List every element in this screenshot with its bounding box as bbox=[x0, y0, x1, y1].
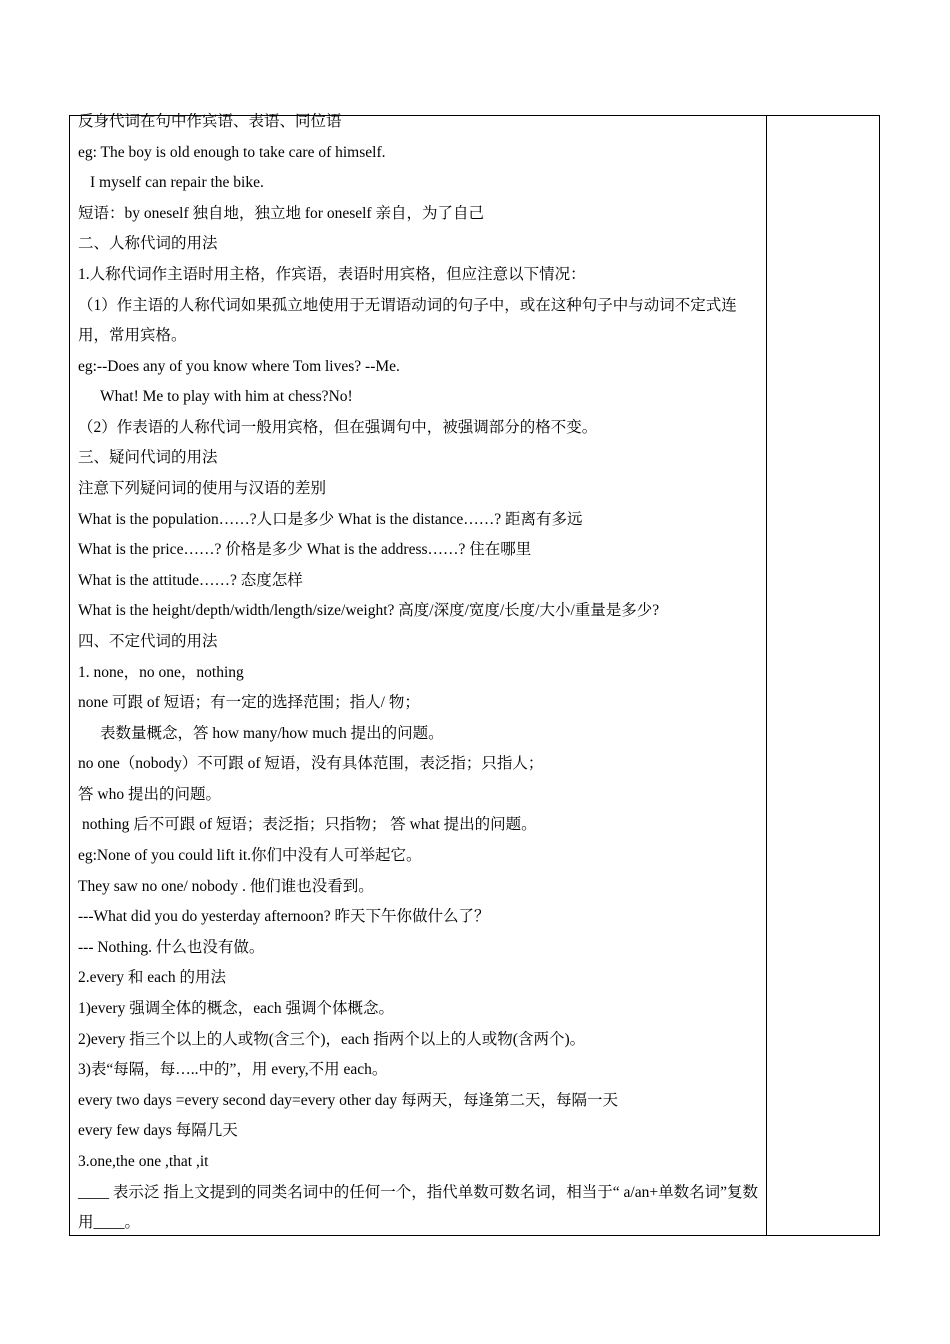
text-line: 注意下列疑问词的使用与汉语的差别 bbox=[78, 479, 327, 497]
text-line: What is the price……? 价格是多少 What is the address……? 住在哪里 bbox=[78, 541, 532, 559]
text-line: every two days =every second day=every other day 每两天，每逢第二天，每隔一天 bbox=[78, 1091, 619, 1109]
text-line: 3.one,the one ,that ,it bbox=[78, 1153, 209, 1170]
text-line: 3)表“每隔，每…..中的”，用 every,不用 each。 bbox=[78, 1061, 388, 1079]
text-line: What is the population……?人口是多少 What is the distance……? 距离有多远 bbox=[78, 510, 583, 528]
text-line: I myself can repair the bike. bbox=[90, 174, 264, 192]
section-heading: 四、不定代词的用法 bbox=[78, 632, 218, 650]
section-heading: 二、人称代词的用法 bbox=[78, 235, 218, 253]
text-line: 答 who 提出的问题。 bbox=[78, 785, 221, 803]
text-line: eg:--Does any of you know where Tom lives? --Me. bbox=[78, 357, 400, 375]
text-line: --- Nothing. 什么也没有做。 bbox=[78, 938, 265, 956]
text-line: 反身代词在句中作宾语、表语、同位语 bbox=[78, 113, 342, 130]
text-line: no one（nobody）不可跟 of 短语，没有具体范围，表泛指；只指人； bbox=[78, 755, 544, 773]
text-paragraph: ____ 表示泛 指上文提到的同类名词中的任何一个，指代单数可数名词，相当于“ a/an+单数名词”复数用____。 bbox=[78, 1183, 758, 1232]
text-line: eg: The boy is old enough to take care of himself. bbox=[78, 143, 386, 161]
text-line: nothing 后不可跟 of 短语；表泛指；只指物； 答 what 提出的问题。 bbox=[82, 816, 537, 834]
text-line: 表数量概念，答 how many/how much 提出的问题。 bbox=[100, 724, 444, 742]
text-line: What is the attitude……? 态度怎样 bbox=[78, 571, 303, 589]
table-cell-content bbox=[78, 112, 762, 1239]
text-line: 短语：by oneself 独自地，独立地 for oneself 亲自，为了自己 bbox=[78, 204, 484, 222]
text-line: 2)every 指三个以上的人或物(含三个)，each 指两个以上的人或物(含两个)。 bbox=[78, 1030, 586, 1048]
column-divider bbox=[766, 115, 767, 1236]
text-line: every few days 每隔几天 bbox=[78, 1122, 238, 1140]
text-line: What! Me to play with him at chess?No! bbox=[100, 388, 353, 406]
text-line: 1. none，no one，nothing bbox=[78, 663, 244, 681]
text-line: 2.every 和 each 的用法 bbox=[78, 969, 227, 987]
text-line: 1)every 强调全体的概念，each 强调个体概念。 bbox=[78, 1000, 394, 1018]
text-line: They saw no one/ nobody . 他们谁也没看到。 bbox=[78, 877, 374, 895]
text-line: ---What did you do yesterday afternoon? 昨天下午你做什么了？ bbox=[78, 908, 490, 926]
section-heading: 三、疑问代词的用法 bbox=[78, 449, 218, 467]
text-line: What is the height/depth/width/length/size/weight? 高度/深度/宽度/长度/大小/重量是多少? bbox=[78, 602, 660, 620]
text-line: none 可跟 of 短语；有一定的选择范围；指人/ 物； bbox=[78, 694, 420, 712]
text-line: eg:None of you could lift it.你们中没有人可举起它。 bbox=[78, 847, 422, 865]
text-line: （2）作表语的人称代词一般用宾格，但在强调句中，被强调部分的格不变。 bbox=[78, 418, 598, 436]
text-line: 1.人称代词作主语时用主格，作宾语，表语时用宾格，但应注意以下情况： bbox=[78, 265, 586, 283]
text-paragraph: （1）作主语的人称代词如果孤立地使用于无谓语动词的句子中，或在这种句子中与动词不定式连用，常用宾格。 bbox=[78, 296, 737, 345]
